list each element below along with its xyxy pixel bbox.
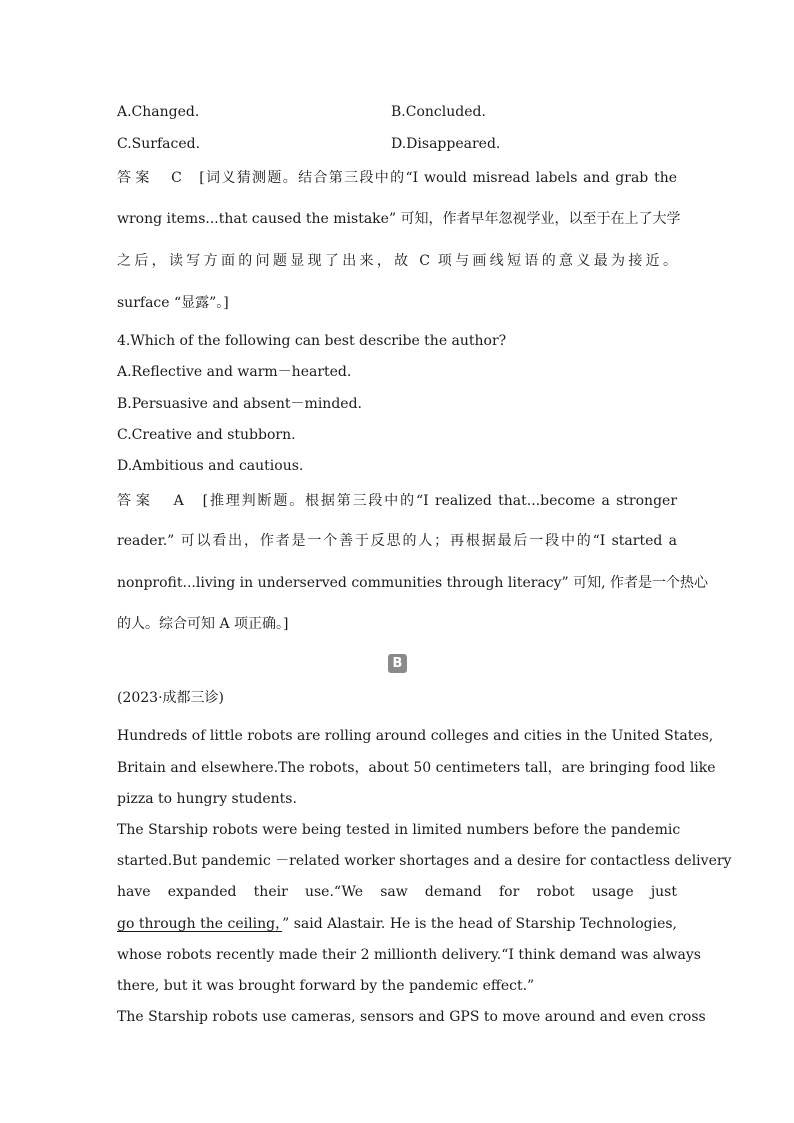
q3-option-a: A.Changed.	[117, 104, 200, 120]
passage-p3-line-1: The Starship robots use cameras, sensors and GPS to move around and even cross	[117, 1009, 706, 1025]
q4-answer-line-1	[117, 492, 677, 510]
q3-explanation-2: wrong items...that caused the mistake” 可知，作者早年忽视学业，以至于在上了大学	[117, 211, 681, 227]
q3-answer-line-1	[117, 169, 677, 187]
q4-explanation-1: [推理判断题。根据第三段中的“I realized that...become a stronger	[202, 493, 678, 509]
section-badge: B	[388, 654, 407, 673]
passage-p1-line-3: pizza to hungry students.	[117, 791, 297, 807]
passage-p2-line-6: there, but it was brought forward by the pandemic effect.”	[117, 978, 535, 994]
q3-explanation-4: surface “显露”。]	[117, 295, 229, 311]
q4-option-d: D.Ambitious and cautious.	[117, 458, 304, 474]
q4-answer-letter: A	[173, 493, 184, 509]
q4-explanation-3: nonprofit...living in underserved communities through literacy” 可知, 作者是一个热心	[117, 575, 709, 591]
passage-p2-line-4	[117, 915, 677, 933]
underlined-phrase: go through the ceiling，	[117, 916, 283, 932]
passage-source: (2023·成都三诊)	[117, 690, 225, 706]
q3-option-c: C.Surfaced.	[117, 136, 201, 152]
passage-p2-line-4-rest: ” said Alastair. He is the head of Starship Technologies,	[282, 916, 677, 932]
passage-p1-line-1: Hundreds of little robots are rolling around colleges and cities in the United States,	[117, 728, 714, 744]
passage-p2-line-5: whose robots recently made their 2 millionth delivery.“I think demand was always	[117, 947, 701, 963]
q3-explanation-3: 之后，读写方面的问题显现了出来，故 C 项与画线短语的意义最为接近。	[117, 253, 677, 269]
q4-option-b: B.Persuasive and absent－minded.	[117, 396, 362, 412]
passage-p2-line-3: have expanded their use.“We saw demand for robot usage just	[117, 884, 677, 900]
passage-p1-line-2: Britain and elsewhere.The robots，about 50 centimeters tall，are bringing food like	[117, 760, 716, 776]
q4-explanation-2: reader.” 可以看出，作者是一个善于反思的人；再根据最后一段中的“I started a	[117, 533, 677, 549]
q3-option-b: B.Concluded.	[391, 104, 486, 120]
q3-answer-label: 答案	[117, 170, 154, 186]
q3-answer-letter: C	[171, 170, 182, 186]
q4-stem: 4.Which of the following can best describe the author?	[117, 333, 507, 349]
passage-p2-line-2: started.But pandemic －related worker shortages and a desire for contactless delivery	[117, 853, 732, 869]
q4-option-c: C.Creative and stubborn.	[117, 427, 296, 443]
passage-p2-line-1: The Starship robots were being tested in limited numbers before the pandemic	[117, 822, 681, 838]
q4-explanation-4: 的人。综合可知 A 项正确。]	[117, 616, 289, 632]
q4-option-a: A.Reflective and warm－hearted.	[117, 364, 352, 380]
q4-answer-label: 答案	[117, 493, 155, 509]
q3-explanation-1: [词义猜测题。结合第三段中的“I would misread labels and grab the	[199, 170, 677, 186]
q3-option-d: D.Disappeared.	[391, 136, 501, 152]
